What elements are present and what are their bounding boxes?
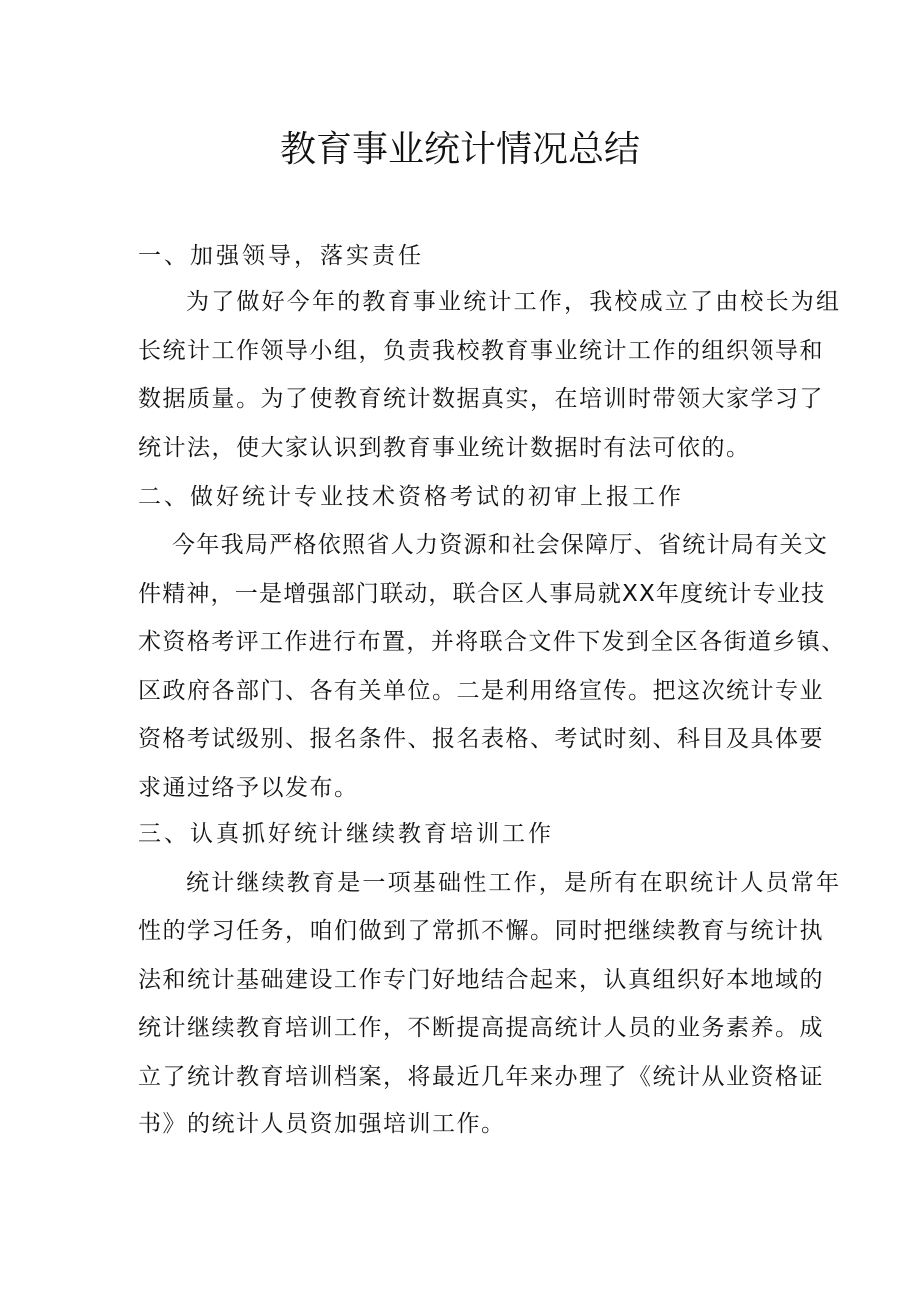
paragraph-line: 书》的统计人员资加强培训工作。 bbox=[138, 1111, 506, 1137]
paragraph-line: 为了做好今年的教育事业统计工作，我校成立了由校长为组 bbox=[186, 289, 842, 315]
paragraph-line: 区政府各部门、各有关单位。二是利用络宣传。把这次统计专业 bbox=[138, 678, 824, 704]
paragraph-line: 立了统计教育培训档案，将最近几年来办理了《统计从业资格证 bbox=[138, 1064, 824, 1090]
document-title: 教育事业统计情况总结 bbox=[279, 129, 640, 170]
paragraph-line: 性的学习任务，咱们做到了常抓不懈。同时把继续教育与统计执 bbox=[138, 918, 824, 944]
paragraph-line: 件精神，一是增强部门联动，联合区人事局就XX年度统计专业技 bbox=[138, 581, 826, 607]
paragraph-line: 统计继续教育培训工作，不断提高提高统计人员的业务素养。成 bbox=[138, 1015, 824, 1041]
paragraph-line: 今年我局严格依照省人力资源和社会保障厅、省统计局有关文 bbox=[172, 532, 829, 558]
paragraph-line: 资格考试级别、报名条件、报名表格、考试时刻、科目及具体要 bbox=[138, 726, 824, 752]
paragraph-line: 术资格考评工作进行布置，并将联合文件下发到全区各街道乡镇、 bbox=[138, 629, 846, 655]
section-2-heading: 二、做好统计专业技术资格考试的初审上报工作 bbox=[138, 484, 684, 510]
section-1-heading: 一、加强领导，落实责任 bbox=[138, 243, 424, 269]
section-3-heading: 三、认真抓好统计继续教育培训工作 bbox=[138, 821, 554, 847]
paragraph-line: 统计继续教育是一项基础性工作，是所有在职统计人员常年 bbox=[186, 870, 842, 896]
paragraph-line: 求通过络予以发布。 bbox=[138, 775, 359, 801]
paragraph-line: 统计法，使大家认识到教育事业统计数据时有法可依的。 bbox=[138, 435, 751, 461]
paragraph-line: 数据质量。为了使教育统计数据真实，在培训时带领大家学习了 bbox=[138, 386, 824, 412]
paragraph-line: 长统计工作领导小组，负责我校教育事业统计工作的组织领导和 bbox=[138, 338, 824, 364]
paragraph-line: 法和统计基础建设工作专门好地结合起来，认真组织好本地域的 bbox=[138, 967, 824, 993]
